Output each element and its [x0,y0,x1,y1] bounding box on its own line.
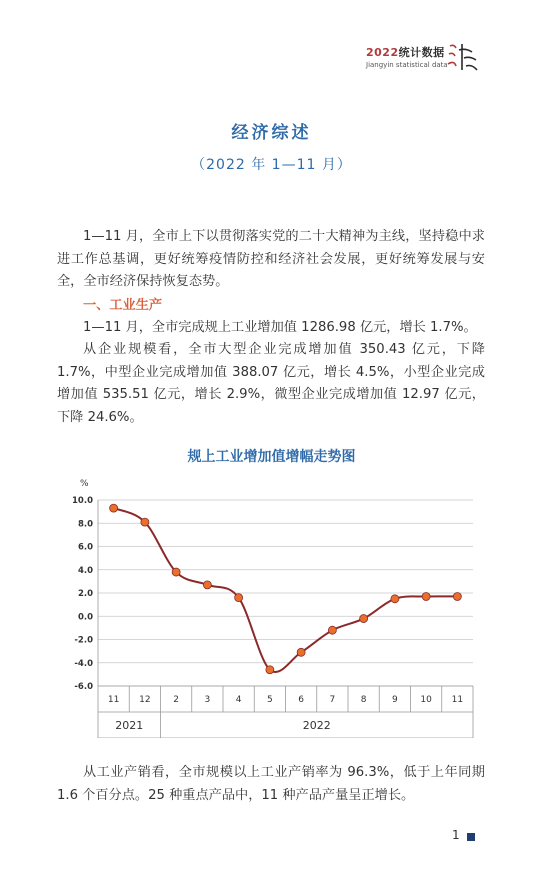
x-tick-label: 7 [329,695,336,705]
y-tick-label: -6.0 [74,682,93,692]
x-tick-label: 9 [392,695,398,705]
x-tick-label: 2 [173,695,179,705]
y-tick-label: 4.0 [77,565,93,576]
paragraph-enterprise-scale: 从企业规模看，全市大型企业完成增加值 350.43 亿元，下降 1.7%，中型企业完成增加值 388.07 亿元，增长 4.5%，小型企业完成增加值 535.51 亿元，增长 2.9%，微型企业完成增加值 12.97 亿元，下降 24.6%。 [57,342,485,425]
y-tick-label: 0.0 [77,612,93,623]
data-point [203,581,211,589]
data-point [422,592,430,600]
y-axis-unit-label: % [80,479,89,489]
brand-name: 统计数据 [398,46,445,59]
year-label: 2022 [302,719,331,732]
brand-year: 2022 [366,46,399,59]
x-tick-label: 10 [420,695,432,705]
x-tick-label: 11 [107,695,120,705]
paragraph-sales-rate: 从工业产销看，全市规模以上工业产销率为 96.3%，低于上年同期 1.6 个百分点。25 种重点产品中，11 种产品产量呈正增长。 [57,765,485,803]
data-point [141,518,149,526]
page-marker [467,833,475,841]
data-point [391,595,399,603]
data-point [453,592,461,600]
y-tick-label: 6.0 [77,542,93,553]
y-tick-label: 8.0 [77,519,93,530]
page-subtitle: （2022 年 1—11 月） [191,157,352,173]
x-tick-label: 3 [204,695,211,705]
page-number: 1 [452,828,460,842]
intro-paragraph: 1—11 月，全市上下以贯彻落实党的二十大精神为主线，坚持稳中求进工作总基调，更好统筹疫情防控和经济社会发展，更好统筹发展与安全，全市经济保持恢复态势。 [57,229,485,289]
calligraphy-logo-icon [444,40,480,74]
x-tick-label: 6 [298,695,304,705]
data-point [110,504,118,512]
data-point [266,666,274,674]
data-point [172,568,180,576]
page-title: 经济综述 [231,123,312,143]
y-tick-label: 2.0 [77,589,93,599]
data-point [297,648,305,656]
year-label: 2021 [115,719,144,732]
x-tick-label: 4 [235,695,242,705]
x-tick-label: 8 [360,695,367,705]
data-point [360,615,368,623]
data-point [235,594,243,602]
y-tick-label: -4.0 [74,658,93,669]
y-tick-label: 10.0 [72,496,93,506]
chart-title: 规上工业增加值增幅走势图 [187,449,356,465]
series-line [114,508,458,672]
brand-subtitle: Jiangyin statistical data [366,61,448,69]
paragraph-industrial-value: 1—11 月，全市完成规上工业增加值 1286.98 亿元，增长 1.7%。 [83,320,477,335]
x-tick-label: 12 [139,695,151,705]
x-tick-label: 11 [451,695,464,705]
growth-line-chart [58,468,488,738]
section-heading: 一、工业生产 [83,298,163,313]
y-tick-label: -2.0 [74,635,93,646]
data-point [328,626,336,634]
x-tick-label: 5 [267,695,273,705]
